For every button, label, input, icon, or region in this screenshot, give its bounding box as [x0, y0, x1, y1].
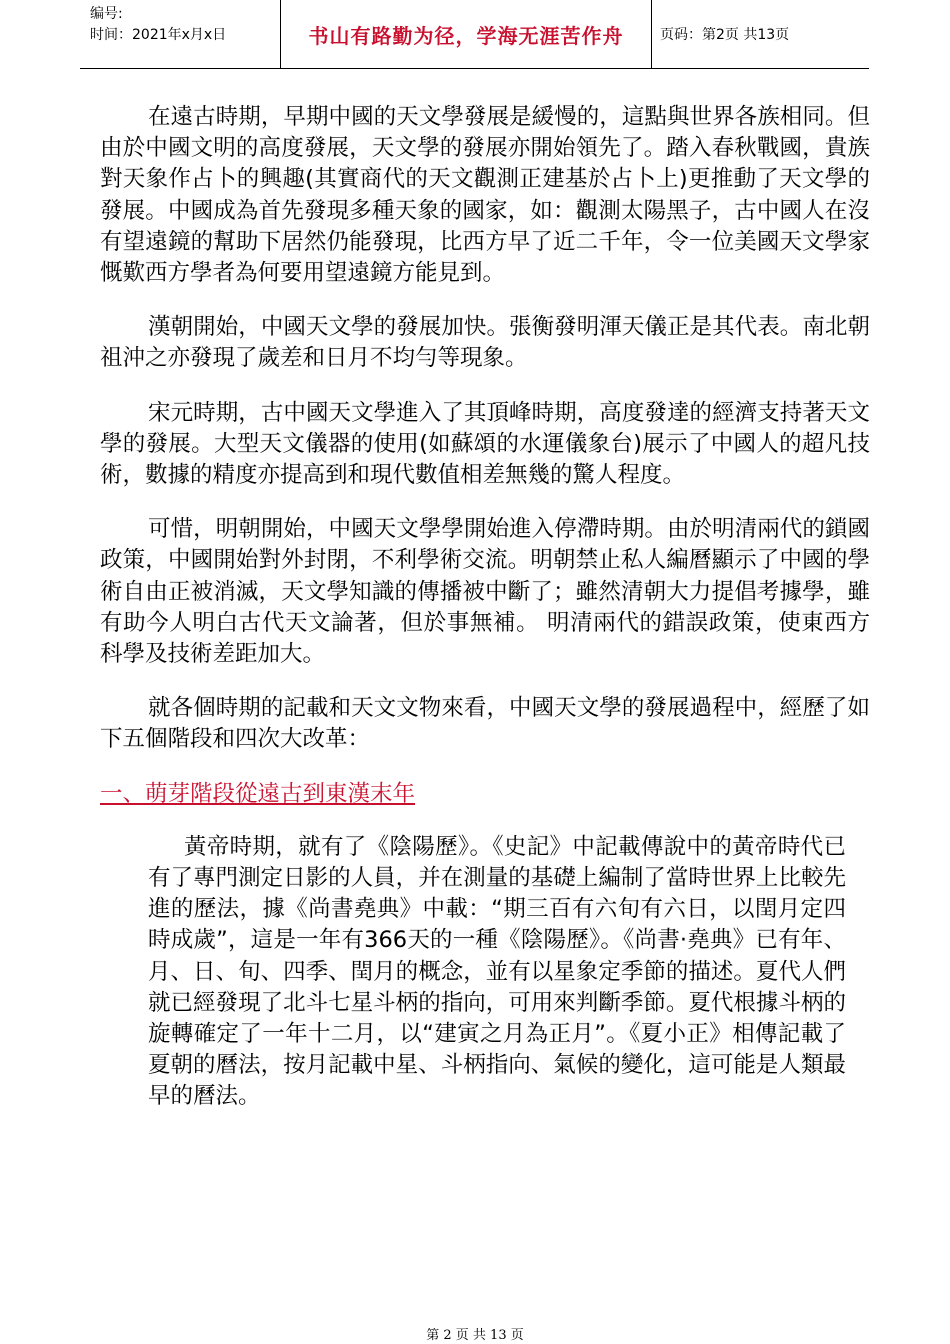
page-header [80, 0, 869, 69]
page-footer: 第 2 页 共 13 页 [426, 1328, 524, 1343]
header-page-info: 页码：第2页 共13页 [660, 27, 790, 43]
paragraph: 可惜，明朝開始，中國天文學學開始進入停滯時期。由於明清兩代的鎖國政策，中國開始對外封閉，不利學術交流。明朝禁止私人編曆顯示了中國的學術自由正被消滅，天文學知識的傳播被中斷了；雖然清朝大力提倡考據學，雖有助今人明白古代天文論著，但於事無補。 明清兩代的錯誤政策，使東西方科學及技術差距加大。 [100, 516, 870, 668]
header-meta [80, 0, 280, 68]
paragraph: 在遠古時期，早期中國的天文學發展是緩慢的，這點與世界各族相同。但由於中國文明的高度發展，天文學的發展亦開始領先了。踏入春秋戰國，貴族對天象作占卜的興趣(其實商代的天文觀測正建基於占卜上)更推動了天文學的發展。中國成為首先發現多種天象的國家，如：觀測太陽黑子，古中國人在沒有望遠鏡的幫助下居然仍能發現，比西方早了近二千年，令一位美國天文學家慨歎西方學者為何要用望遠鏡方能見到。 [100, 104, 870, 287]
document-body [100, 102, 870, 1113]
document-time-label: 时间：2021年x月x日 [90, 27, 227, 43]
paragraph: 漢朝開始，中國天文學的發展加快。張衡發明渾天儀正是其代表。南北朝祖沖之亦發現了歲差和日月不均勻等現象。 [100, 314, 870, 372]
section-paragraph: 黃帝時期，就有了《陰陽歷》。《史記》中記載傳說中的黃帝時代已有了專門測定日影的人員，并在測量的基礎上編制了當時世界上比較先進的歷法，據《尚書堯典》中載：“期三百有六旬有六日，以閏月定四時成歲”，這是一年有366天的一種《陰陽歷》。《尚書·堯典》已有年、月、日、旬、四季、閏月的概念，並有以星象定季節的描述。夏代人們就已經發現了北斗七星斗柄的指向，可用來判斷季節。夏代根據斗柄的旋轉確定了一年十二月，以“建寅之月為正月”。《夏小正》相傳記載了夏朝的曆法，按月記載中星、斗柄指向、氣候的變化，這可能是人類最早的曆法。 [148, 833, 846, 1110]
section-heading[interactable]: 一、萌芽階段從遠古到東漢末年 [100, 780, 416, 807]
paragraph: 就各個時期的記載和天文文物來看，中國天文學的發展過程中，經歷了如下五個階段和四次大改革： [100, 695, 870, 753]
paragraph: 宋元時期，古中國天文學進入了其頂峰時期，高度發達的經濟支持著天文學的發展。大型天文儀器的使用(如蘇頌的水運儀象台)展示了中國人的超凡技術，數據的精度亦提高到和現代數值相差無幾的驚人程度。 [100, 399, 870, 489]
document-number-label: 编号: [90, 6, 123, 22]
header-motto: 书山有路勤为径，学海无涯苦作舟 [280, 0, 652, 68]
